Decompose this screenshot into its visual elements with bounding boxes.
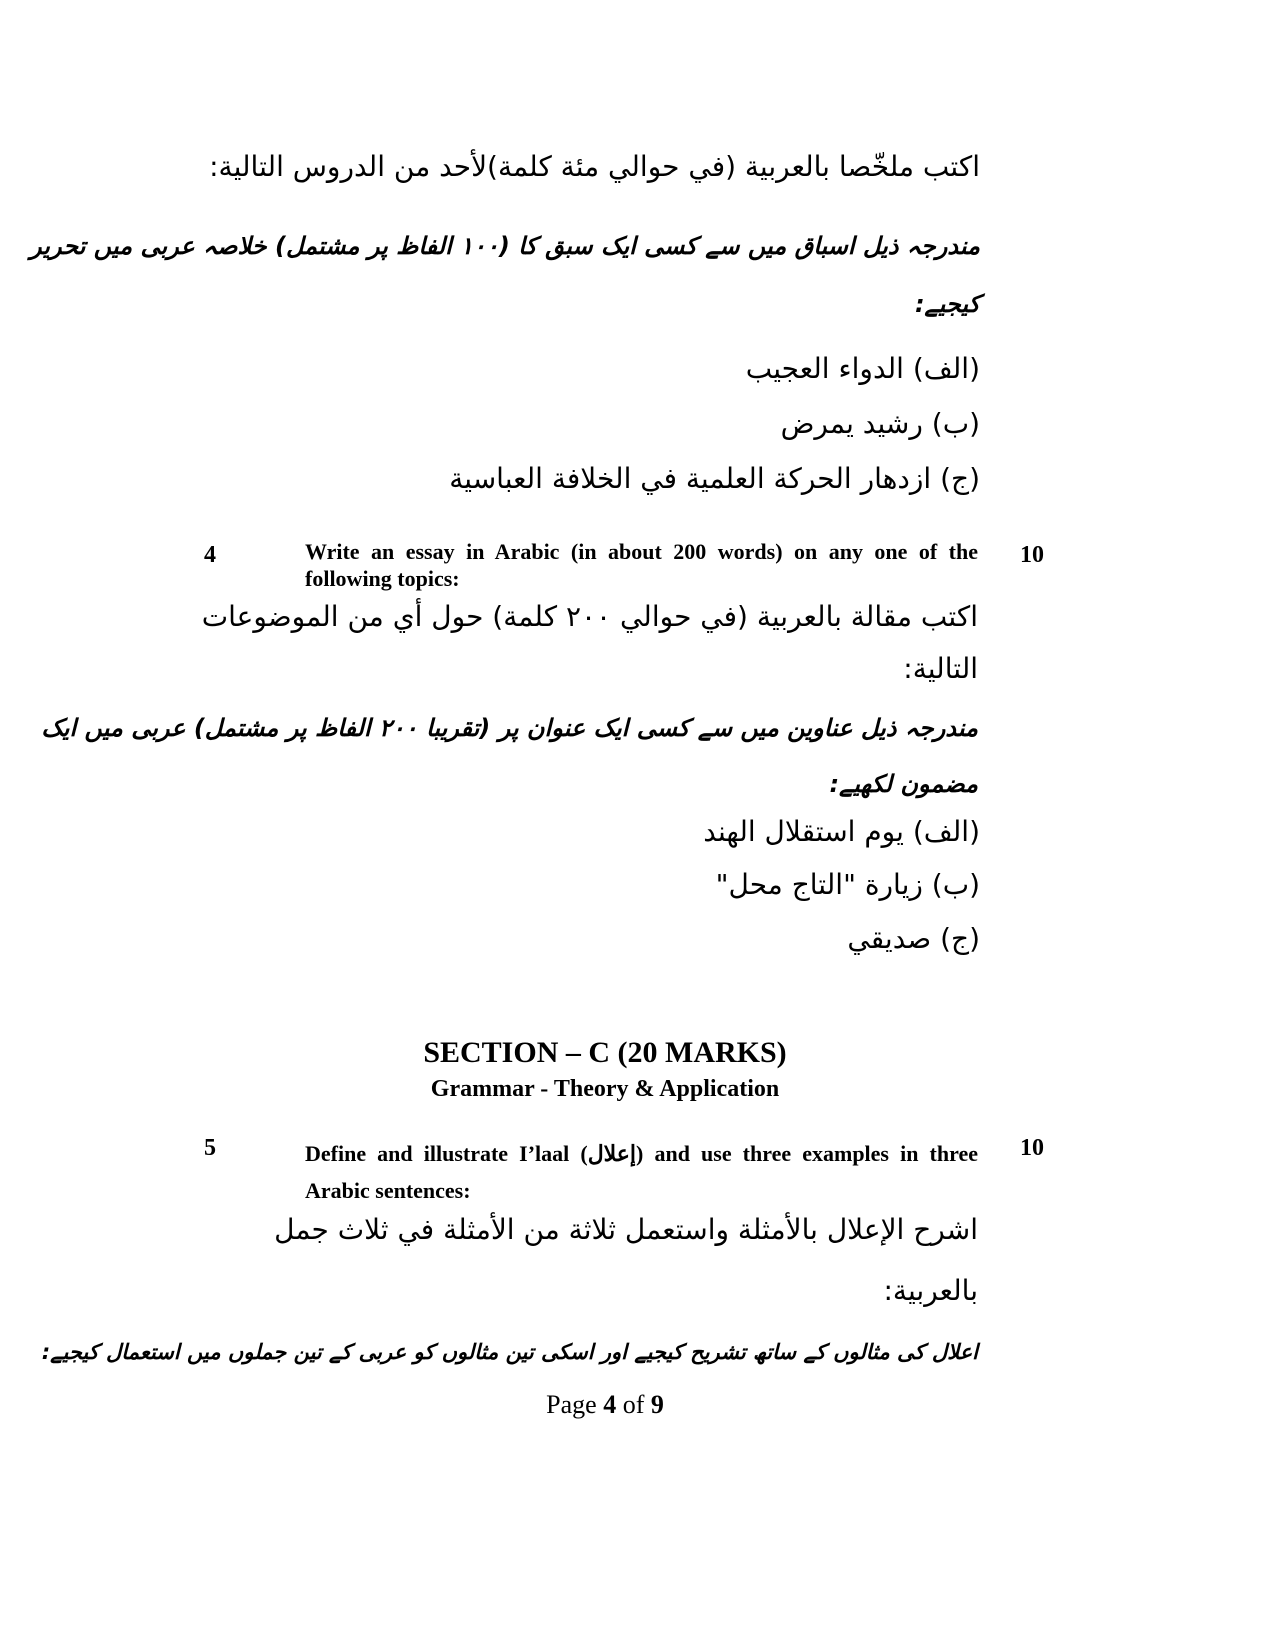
- q5-number: 5: [204, 1135, 216, 1161]
- q4-arabic-line2: التالية:: [903, 652, 978, 685]
- q4-marks: 10: [1020, 542, 1044, 568]
- q4-option-a: (الف) يوم استقلال الهند: [703, 815, 980, 848]
- q4-english-line2: following topics:: [305, 566, 460, 591]
- q4-number: 4: [204, 542, 216, 568]
- q3-option-a: (الف) الدواء العجيب: [745, 352, 980, 385]
- q5-arabic-line2: بالعربية:: [883, 1274, 978, 1307]
- q3-arabic-instruction: اكتب ملخّصا بالعربية (في حوالي مئة كلمة)لأحد من الدروس التالية:: [209, 150, 980, 183]
- q4-urdu-line2: مضمون لکھیے:: [829, 770, 978, 798]
- q5-english-line1: Define and illustrate I’laal (إعلال) and use three examples in three: [305, 1141, 978, 1166]
- q5-english-line2: Arabic sentences:: [305, 1178, 471, 1203]
- section-c-title: SECTION – C (20 MARKS): [423, 1036, 787, 1069]
- q4-option-b: (ب) زيارة "التاج محل": [715, 868, 980, 901]
- q4-arabic-line1: اكتب مقالة بالعربية (في حوالي ٢٠٠ كلمة) حول أي من الموضوعات: [201, 600, 978, 633]
- q3-urdu-instruction-line1: مندرجہ ذیل اسباق میں سے کسی ایک سبق کا (۱۰۰ الفاظ پر مشتمل) خلاصہ عربی میں تحریر: [30, 232, 980, 260]
- q5-urdu-line1: اعلال کی مثالوں کے ساتھ تشریح کیجیے اور اسکی تین مثالوں کو عربی کے تین جملوں میں استعمال کیجیے:: [41, 1340, 978, 1364]
- q5-arabic-line1: اشرح الإعلال بالأمثلة واستعمل ثلاثة من الأمثلة في ثلاث جمل: [274, 1213, 978, 1246]
- footer-page-word: Page: [546, 1390, 597, 1419]
- q5-marks: 10: [1020, 1135, 1044, 1161]
- q3-urdu-instruction-line2: کیجیے:: [914, 290, 980, 318]
- q4-urdu-line1: مندرجہ ذیل عناوین میں سے کسی ایک عنوان پر (تقریبا ۲۰۰ الفاظ پر مشتمل) عربی میں ایک: [41, 714, 978, 742]
- footer-current-page: 4: [603, 1390, 617, 1419]
- q4-option-c: (ج) صديقي: [847, 922, 980, 955]
- section-c-subtitle: Grammar - Theory & Application: [430, 1076, 780, 1102]
- q3-option-b: (ب) رشيد يمرض: [780, 407, 980, 440]
- footer-total-pages: 9: [650, 1390, 664, 1419]
- q3-option-c: (ج) ازدهار الحركة العلمية في الخلافة العباسية: [449, 462, 980, 495]
- q4-english-line1: Write an essay in Arabic (in about 200 words) on any one of the: [305, 539, 978, 564]
- page-footer: [0, 1390, 1210, 1420]
- footer-of-word: of: [622, 1390, 645, 1419]
